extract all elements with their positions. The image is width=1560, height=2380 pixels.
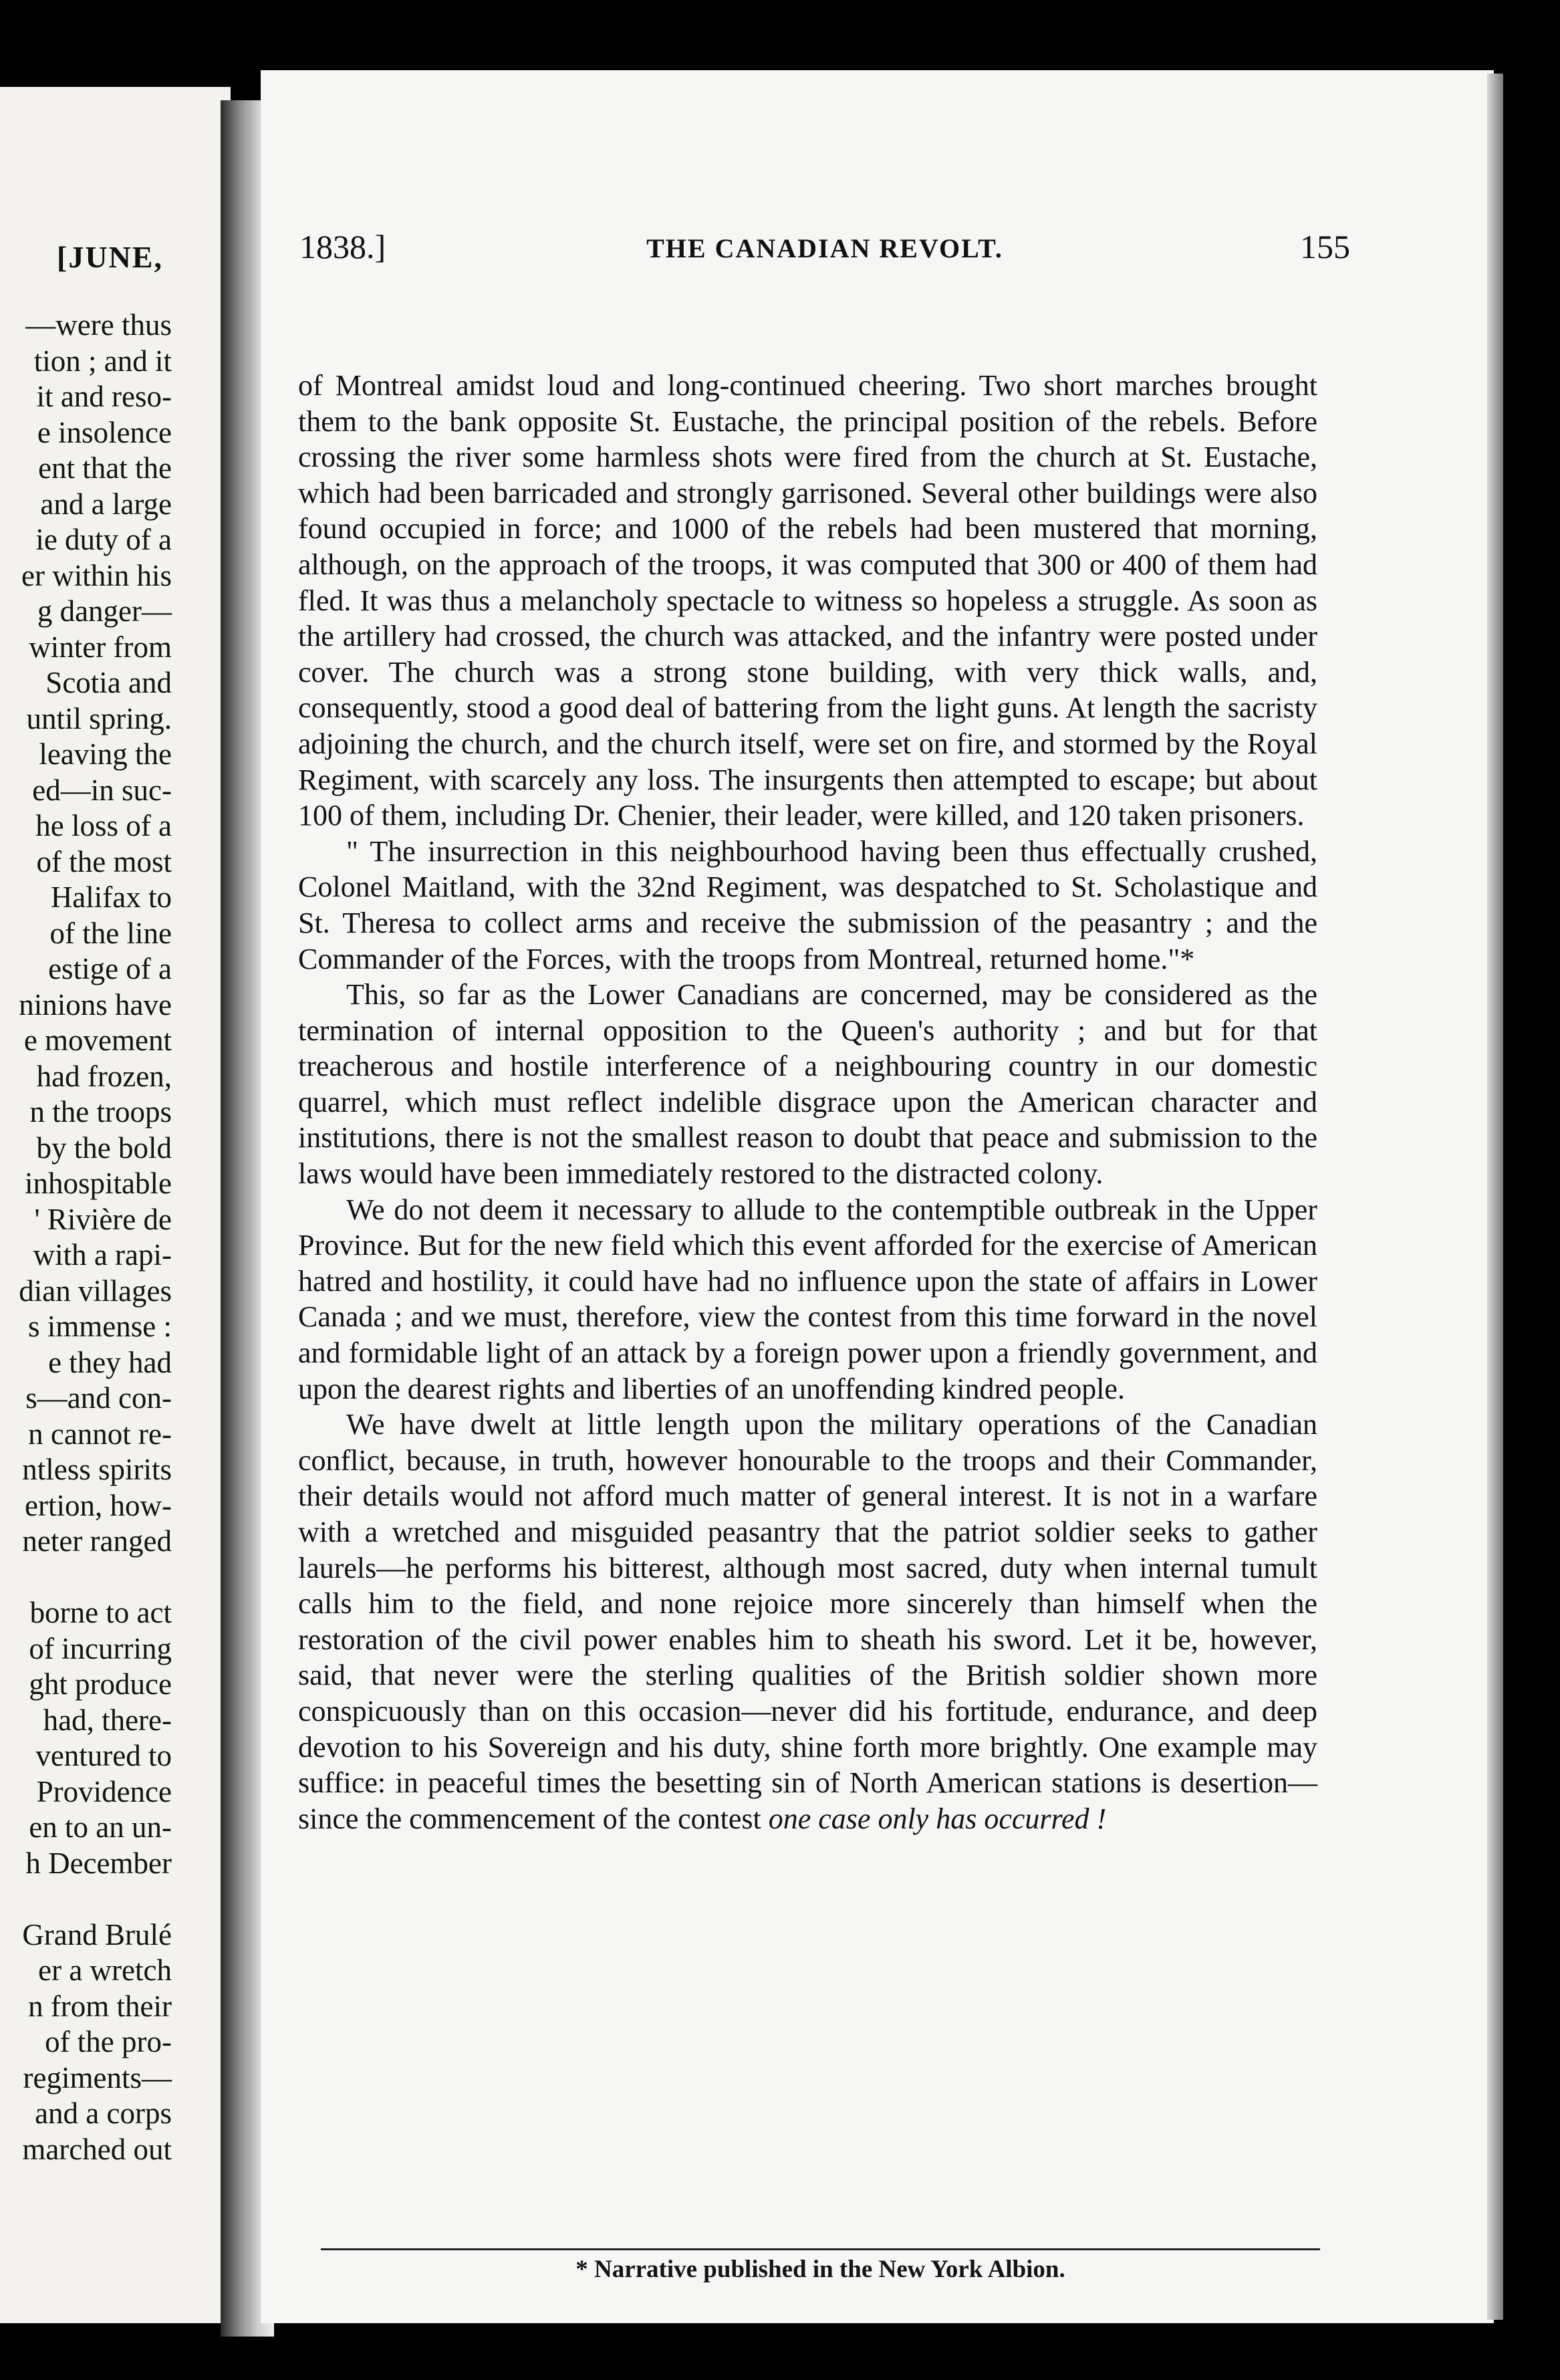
- paragraph-text: We do not deem it necessary to allude to the contemptible outbreak in the Upper Province. But for the new field which this event afforded for the exercise of American hatred and hostility, it could have had no influence upon the state of affairs in Lower Canada ; and we must, therefore, view the contest from this time forward in the novel and formidable light of an attack by a foreign power upon a friendly government, and upon the dearest rights and liberties of an unoffending kindred people.: [298, 1193, 1317, 1405]
- left-page-line: ventured to: [35, 1739, 172, 1772]
- paragraph: [298, 368, 1317, 834]
- body-text: [298, 368, 1317, 1836]
- right-page: [261, 70, 1494, 2323]
- running-head-year: 1838.]: [299, 228, 386, 265]
- left-page-line: it and reso-: [36, 380, 172, 413]
- left-page-line: ertion, how-: [25, 1488, 172, 1522]
- paragraph: [298, 1407, 1317, 1836]
- left-page-line: marched out: [22, 2132, 172, 2166]
- left-page-line: e they had: [48, 1345, 172, 1379]
- left-page-line: h December: [25, 1846, 172, 1880]
- left-page-line: and a corps: [35, 2097, 172, 2130]
- left-page-line: of the pro-: [45, 2025, 172, 2058]
- left-page-line: n the troops: [29, 1095, 172, 1128]
- running-head-title: THE CANADIAN REVOLT.: [646, 233, 1003, 263]
- left-page-line: er a wretch: [38, 1953, 172, 1987]
- left-page-line: inhospitable: [25, 1167, 172, 1200]
- left-page-line: Halifax to: [50, 880, 172, 914]
- left-page-line: of the line: [49, 916, 172, 950]
- paragraph-text: " The insurrection in this neighbourhood having been thus effectually crushed, Colonel Maitland, with the 32nd Regiment, was despatched to St. Scholastique and St. Theresa to collect arms and receive the submission of the peasantry ; and the Commander of the Forces, with the troops from Montreal, returned home."*: [298, 834, 1317, 975]
- left-page-line: ntless spirits: [22, 1453, 172, 1486]
- paragraph-text: of Montreal amidst loud and long-continued cheering. Two short marches brought them to the bank opposite St. Eustache, the principal position of the rebels. Before crossing the river some harmless shots were fired from the church at St. Eustache, which had been barricaded and strongly garrisoned. Several other buildings were also found occupied in force; and 1000 of the rebels had been mustered that morning, although, on the approach of the troops, it was computed that 300 or 400 of them had fled. It was thus a melancholy spectacle to witness so hopeless a struggle. As soon as the artillery had crossed, the church was attacked, and the infantry were posted under cover. The church was a strong stone building, with very thick walls, and, consequently, stood a good deal of battering from the light guns. At length the sacristy adjoining the church, and the church itself, were set on fire, and stormed by the Royal Regiment, with scarcely any loss. The insurgents then attempted to escape; but about 100 of them, including Dr. Chenier, their leader, were killed, and 120 taken prisoners.: [298, 369, 1317, 832]
- paragraph: [298, 977, 1317, 1192]
- paragraph: [298, 834, 1317, 977]
- left-page-line: g danger—: [37, 594, 172, 628]
- left-page-line: [0, 1560, 172, 1596]
- left-page-line: neter ranged: [22, 1524, 172, 1558]
- left-page-line: dian villages: [19, 1274, 172, 1308]
- left-page-line: estige of a: [48, 952, 172, 985]
- left-page-line: n from their: [28, 1989, 172, 2023]
- left-page-line: tion ; and it: [33, 344, 172, 378]
- left-page-line: of incurring: [29, 1631, 172, 1665]
- left-page-line: s immense :: [28, 1310, 172, 1343]
- left-page-line: had, there-: [43, 1703, 172, 1737]
- left-page-line: ninions have: [19, 987, 172, 1022]
- left-page-line: winter from: [29, 630, 172, 664]
- left-page-line: e insolence: [37, 415, 172, 449]
- page-number: 155: [1300, 228, 1350, 265]
- left-page-line: Providence: [36, 1774, 172, 1808]
- paragraph: [298, 1192, 1317, 1407]
- left-page-line: Scotia and: [45, 666, 172, 699]
- paragraph-italic-tail: one case only has occurred !: [768, 1802, 1107, 1835]
- left-page-fragment: [0, 87, 231, 2323]
- running-head: [299, 227, 1350, 274]
- left-page-line: until spring.: [26, 701, 172, 735]
- left-page-line: —were thus: [25, 308, 172, 342]
- left-page-line: er within his: [21, 558, 172, 592]
- left-page-line: ght produce: [29, 1667, 172, 1701]
- paragraph-text: [298, 1407, 1317, 1836]
- left-page-line: s—and con-: [25, 1381, 172, 1415]
- left-page-line: ie duty of a: [35, 523, 172, 556]
- left-page-line: borne to act: [29, 1596, 172, 1629]
- left-page-line: n cannot re-: [28, 1417, 172, 1451]
- left-page-line: leaving the: [39, 737, 172, 771]
- paragraph-text-main: We have dwelt at little length upon the military operations of the Canadian conflict, because, in truth, however honourable to the troops and their Commander, their details would not afford much matter of general interest. It is not in a warfare with a wretched and misguided peasantry that the patriot soldier seeks to gather laurels—he performs his bitterest, although most sacred, duty when internal tumult calls him to the field, and none rejoice more sincerely than himself when the restoration of the civil power enables him to sheath his sword. Let it be, however, said, that never were the sterling qualities of the British soldier shown more conspicuously than on this occasion—never did his fortitude, endurance, and deep devotion to his Sovereign and his duty, shine forth more brightly. One example may suffice: in peaceful times the besetting sin of North American stations is desertion—since the commencement of the contest: [298, 1408, 1317, 1835]
- page-edge-shadow: [1487, 74, 1503, 2320]
- left-page-line: ent that the: [38, 451, 172, 485]
- left-page-line: he loss of a: [35, 809, 172, 842]
- paragraph-text: This, so far as the Lower Canadians are concerned, may be considered as the termination of internal opposition to the Queen's authority ; and but for that treacherous and hostile interference of a neighbouring country in our domestic quarrel, which must reflect indelible disgrace upon the American character and institutions, there is not the smallest reason to doubt that peace and submission to the laws would have been immediately restored to the distracted colony.: [298, 978, 1317, 1191]
- left-page-line: e movement: [23, 1024, 172, 1057]
- left-page-line: with a rapi-: [33, 1238, 172, 1272]
- left-page-line: Grand Brulé: [22, 1917, 172, 1951]
- left-page-line: of the most: [36, 844, 172, 878]
- left-page-line: ed—in suc-: [32, 773, 172, 807]
- footnote: * Narrative published in the New York Albion.: [575, 2256, 1065, 2283]
- left-page-text: [0, 308, 172, 2167]
- left-page-line: [0, 1881, 172, 1917]
- left-page-line: ' Rivière de: [34, 1202, 172, 1236]
- left-page-line: by the bold: [36, 1130, 172, 1165]
- left-running-head: [JUNE,: [57, 240, 163, 274]
- left-page-line: regiments—: [23, 2060, 172, 2095]
- left-page-line: and a large: [40, 487, 172, 521]
- left-page-line: had frozen,: [36, 1059, 172, 1093]
- left-page-line: en to an un-: [29, 1810, 172, 1844]
- footnote-rule: [321, 2248, 1320, 2250]
